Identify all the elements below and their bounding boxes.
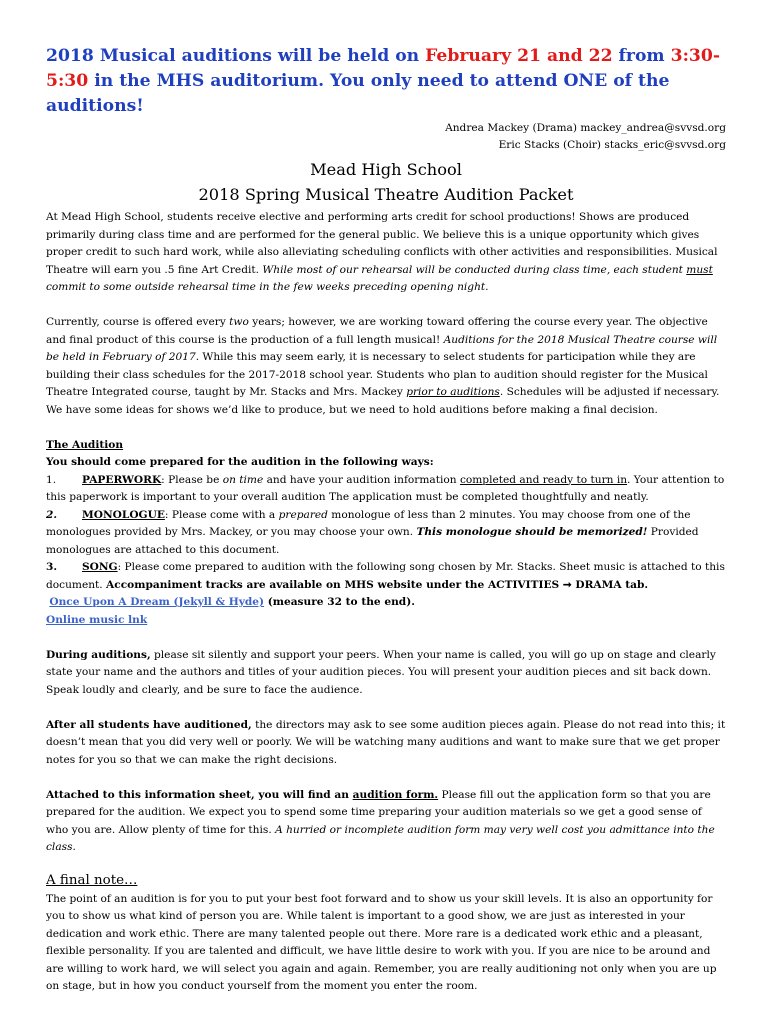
audition-headline <box>46 44 726 119</box>
paperwork-item: 1. PAPERWORK: Please be on time and have your audition information completed and ready to turn in. Your attention to this paperwork is important to your overall audition The application must be completed thoughtfully and neatly. <box>46 473 725 503</box>
song-item: 3. SONG: Please come prepared to audition with the following song chosen by Mr. Stacks. Sheet music is attached to this document. Accompaniment tracks are available on MHS website under the ACTIVITIES ➞ DRAMA tab. <box>46 561 725 591</box>
final-note-heading: A final note… <box>46 872 138 888</box>
headline-dates: February 21 and 22 <box>425 46 613 66</box>
headline-text: from <box>612 46 671 66</box>
during-paragraph: During auditions, please sit silently and support your peers. When your name is called, you will go up on stage and clearly state your name and the authors and titles of your audition pieces. You will present your audition pieces and sit back down. Speak loudly and clearly, and be sure to face the audience. <box>46 648 716 696</box>
song-link[interactable]: Once Upon A Dream (Jekyll & Hyde) <box>49 596 265 608</box>
packet-title: 2018 Spring Musical Theatre Audition Packet <box>198 185 574 204</box>
headline-text: 2018 Musical auditions will be held on <box>46 46 426 66</box>
audition-heading: The Audition <box>46 438 124 451</box>
online-music-link[interactable]: Online music lnk <box>46 613 148 626</box>
after-paragraph: After all students have auditioned, the directors may ask to see some audition pieces again. Please do not read into this; it doesn’t mean that you did very well or poorly. We will be watching many auditions and want to make sure that we get proper notes for you so that we can make the right decisions. <box>46 718 726 766</box>
attached-paragraph: Attached to this information sheet, you will find an audition form. Please fill out the application form so that you are prepared for the audition. We expect you to spend some time preparing your audition materials so we get a good sense of who you are. Allow plenty of time for this. A hurried or incomplete audition form may very well cost you admittance into the class. <box>46 788 715 853</box>
song-link-line: Once Upon A Dream (Jekyll & Hyde) (measure 32 to the end). <box>49 596 415 608</box>
intro-paragraph: At Mead High School, students receive elective and performing arts credit for school productions! Shows are produced primarily during class time and are performed for the general public. We believe this is a unique opportunity which gives proper credit to such hard work, while also alleviating scheduling conflicts with other activities and responsibilities. Musical Theatre will earn you .5 fine Art Credit. While most of our rehearsal will be conducted during class time, each student must commit to some outside rehearsal time in the few weeks preceding opening night. <box>46 211 718 293</box>
headline-text: in the MHS auditorium. You only need to attend ONE of the auditions! <box>46 71 670 116</box>
audition-subheading: You should come prepared for the audition in the following ways: <box>46 456 434 468</box>
headline-time: 3:30-5:30 <box>46 46 720 91</box>
course-paragraph: Currently, course is offered every two years; however, we are working toward offering the course every year. The objective and final product of this course is the production of a full length musical! Auditions for the 2018 Musical Theatre course will be held in February of 2017. While this may seem early, it is necessary to select students for participation while they are building their class schedules for the 2017-2018 school year. Students who plan to audition should register for the Musical Theatre Integrated course, taught by Mr. Stacks and Mrs. Mackey prior to auditions. Schedules will be adjusted if necessary. We have some ideas for shows we’d like to produce, but we need to hold auditions before making a final decision. <box>46 316 720 416</box>
monologue-item: 2. MONOLOGUE: Please come with a prepared monologue of less than 2 minutes. You may choose from one of the monologues provided by Mrs. Mackey, or you may choose your own. This monologue should be memorized! Provided monologues are attached to this document. <box>46 508 699 556</box>
document-page <box>46 44 726 996</box>
contact-choir: Eric Stacks (Choir) stacks_eric@svvsd.org <box>498 139 726 151</box>
school-title: Mead High School <box>310 160 462 179</box>
contact-block <box>46 120 726 154</box>
contact-drama: Andrea Mackey (Drama) mackey_andrea@svvsd.org <box>445 122 726 134</box>
final-note-paragraph: The point of an audition is for you to put your best foot forward and to show us your skill levels. It is also an opportunity for you to show us what kind of person you are. While talent is important to a good show, we are just as interested in your dedication and work ethic. There are many talented people out there. More rare is a dedicated work ethic and a pleasant, flexible personality. If you are talented and difficult, we have little desire to work with you. If you are nice to be around and are willing to work hard, we will select you again and again. Remember, you are really auditioning not only when you are up on stage, but in how you conduct yourself from the moment you enter the room. <box>46 892 717 992</box>
music-link-line <box>46 612 726 630</box>
